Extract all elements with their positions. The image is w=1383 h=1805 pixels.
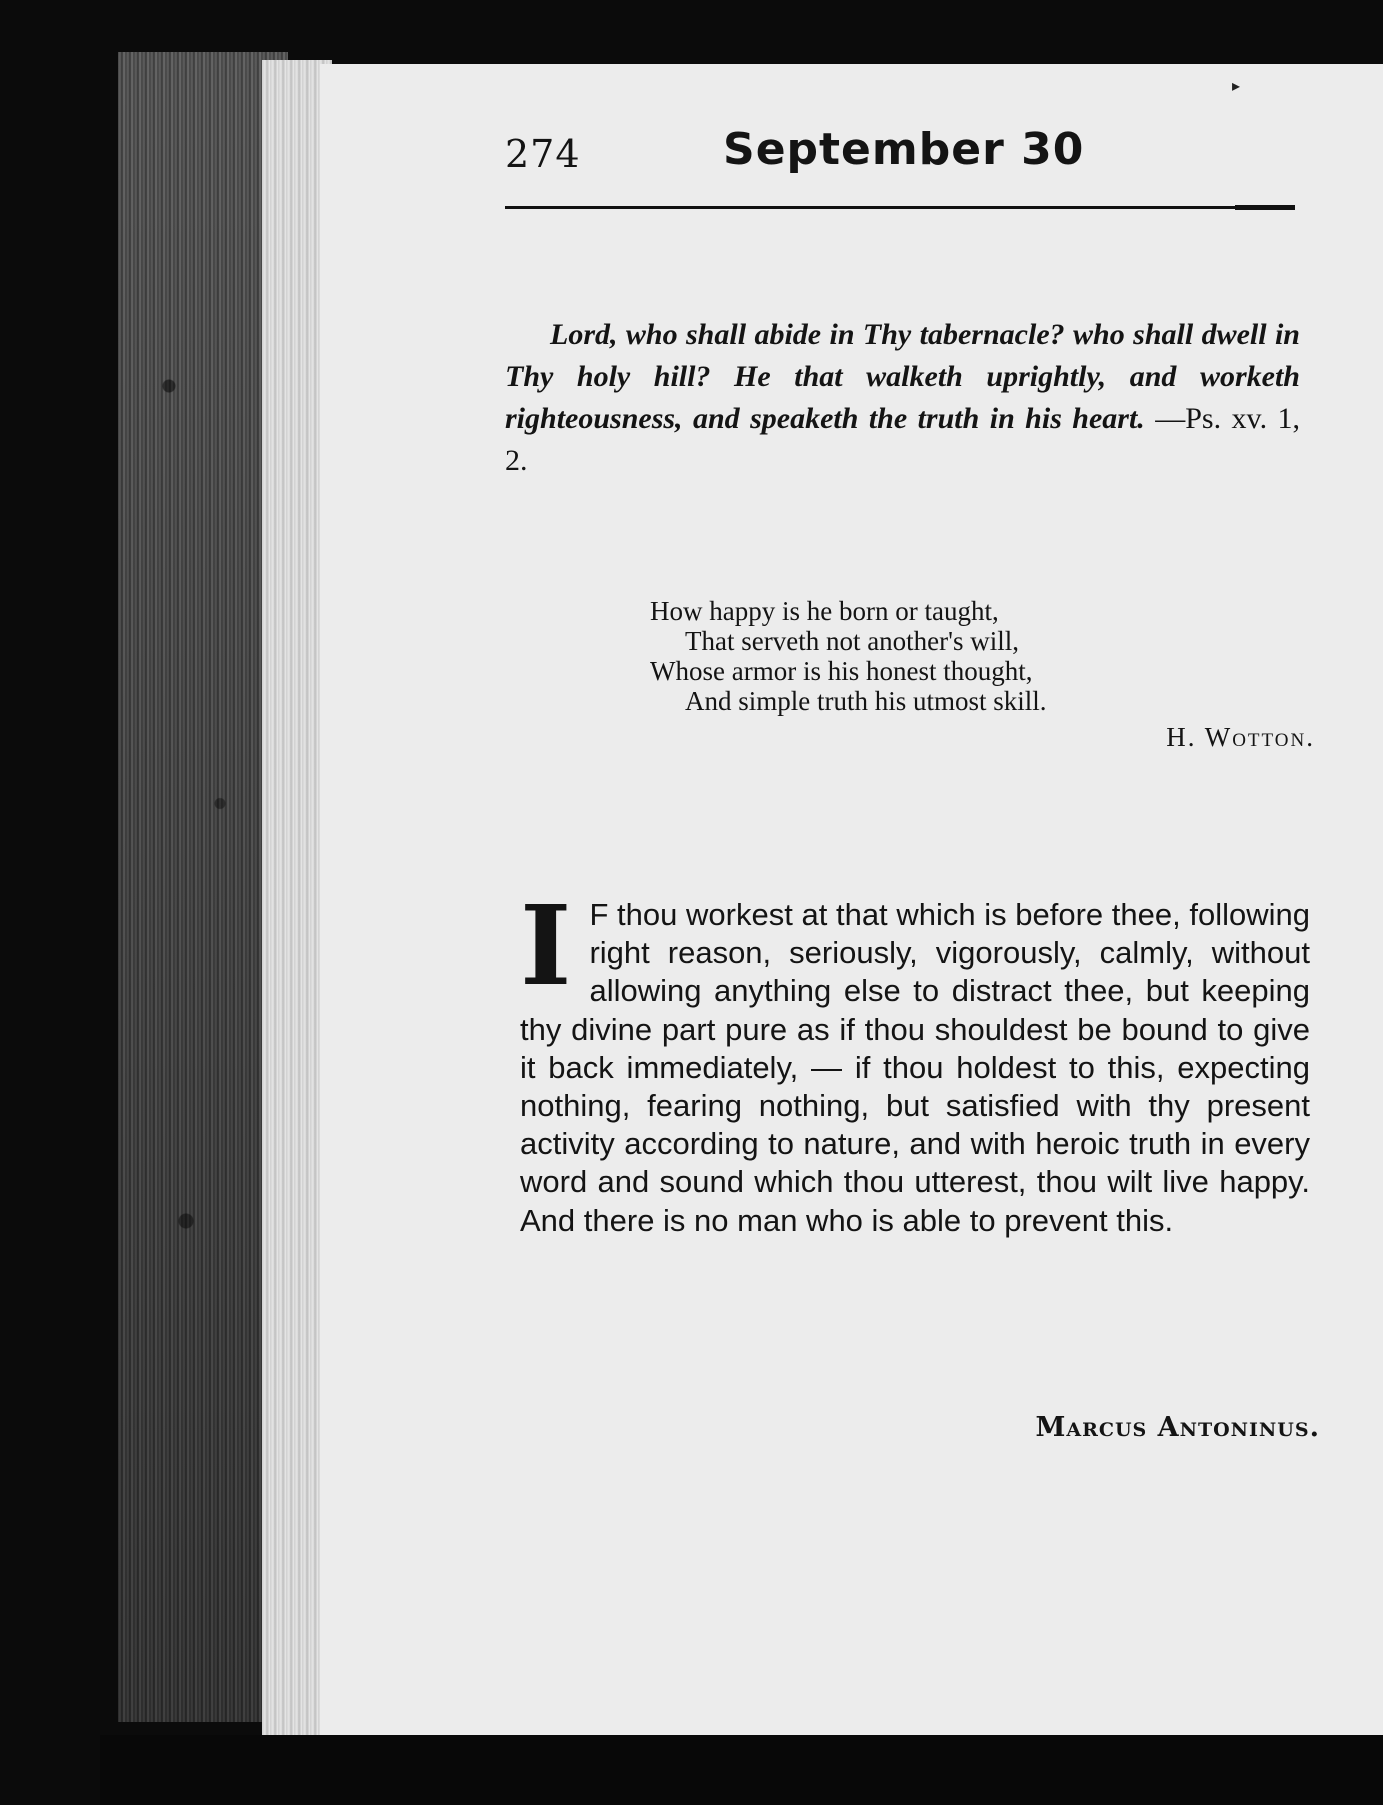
poem-line-4: And simple truth his utmost skill. [685, 686, 1047, 716]
prose-text: F thou workest at that which is before thee, following right reason, seriously, vigorously, calmly, without allowing anything else to distract thee, but keeping thy divine part pure as if thou shouldest be bound to give it back immediately, — if thou holdest to this, expecting nothing, fearing nothing, but satisfied with thy present activity according to nature, and with heroic truth in every word and sound which thou utterest, thou wilt live happy. And there is no man who is able to prevent this. [520, 897, 1310, 1238]
poem-verse [650, 596, 1315, 752]
scripture-quote [505, 314, 1300, 482]
corner-mark-icon: ▸ [1232, 78, 1241, 95]
drop-cap: I [520, 881, 572, 1010]
page-title: September 30 [723, 124, 1085, 175]
prose-passage [520, 881, 1310, 1240]
prose-attribution: Marcus Antoninus. [1035, 1412, 1320, 1443]
poem-line-3: Whose armor is his honest thought, [650, 656, 1033, 686]
poem-line-2: That serveth not another's will, [685, 626, 1020, 656]
poem-attribution: H. Wotton. [1166, 722, 1315, 752]
scripture-text: Lord, who shall abide in Thy tabernacle? who shall dwell in Thy holy hill? He that walketh uprightly, and worketh righteousness, and speaketh the truth in his heart. [505, 318, 1300, 435]
poem-line-1: How happy is he born or taught, [650, 596, 999, 626]
bottom-shadow [100, 1735, 1383, 1805]
running-head [505, 124, 1285, 204]
book-page [320, 64, 1383, 1742]
scripture-reference: —Ps. xv. 1, 2. [505, 402, 1300, 477]
header-rule [505, 206, 1295, 209]
page-number: 274 [505, 132, 581, 176]
